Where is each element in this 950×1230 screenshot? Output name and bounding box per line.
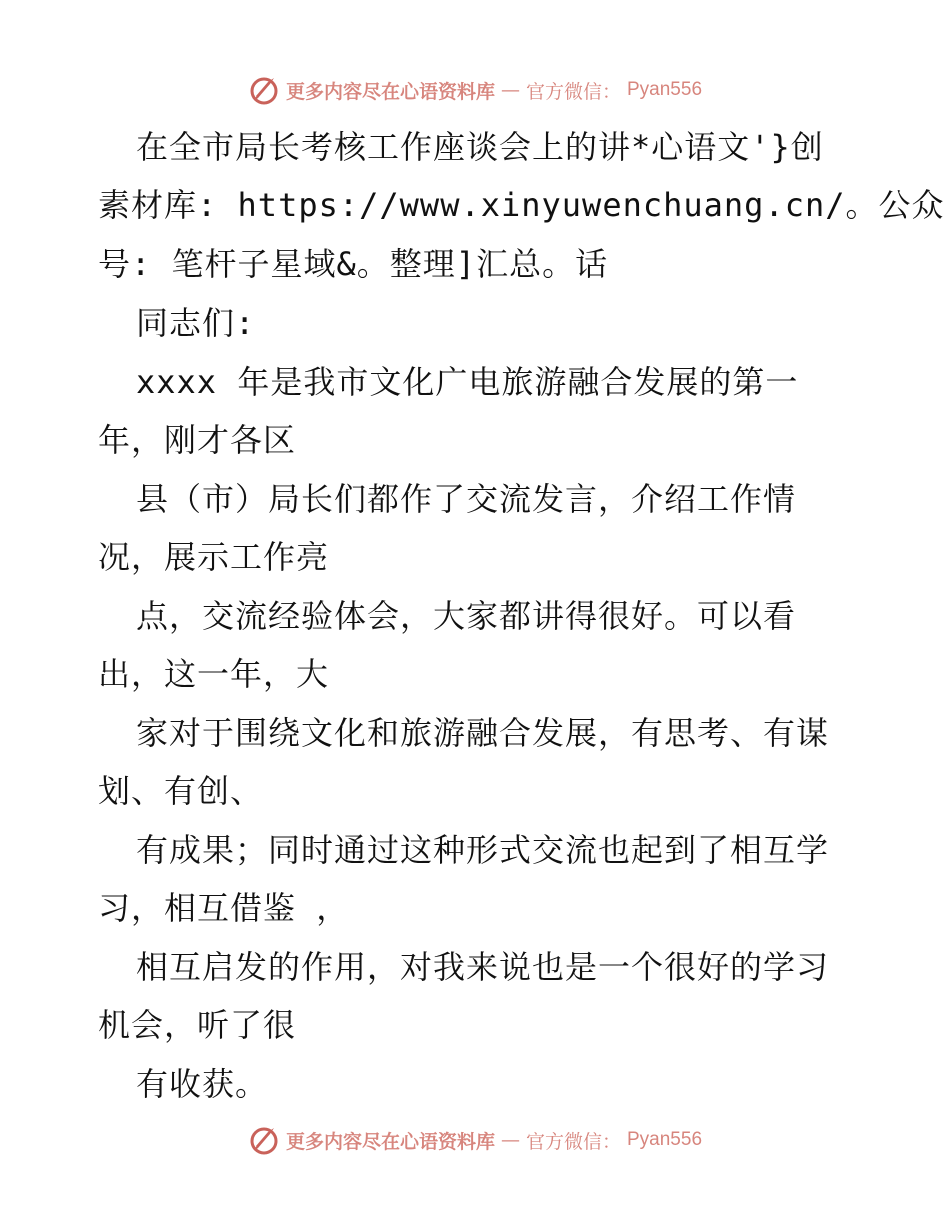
text-line: xxxx 年是我市文化广电旅游融合发展的第一	[136, 363, 799, 401]
banner-wechat-label: 官方微信：	[525, 80, 621, 103]
text-line: 有收获。	[136, 1065, 269, 1103]
text-line: 点，交流经验体会，大家都讲得很好。可以看	[136, 597, 797, 635]
text-line: 在全市局长考核工作座谈会上的讲*心语文'}创	[136, 128, 824, 166]
footer-banner-content	[248, 1124, 702, 1156]
text-line: 同志们:	[136, 304, 256, 342]
text-line: 素材库: https://www.xinyuwenchuang.cn/。公众	[98, 186, 945, 224]
text-line: 家对于围绕文化和旅游融合发展，有思考、有谋	[136, 714, 830, 752]
quill-logo-icon	[248, 1124, 280, 1156]
text-line: 县（市）局长们都作了交流发言，介绍工作情	[136, 480, 797, 518]
text-line: 机会，听了很	[98, 1006, 297, 1044]
banner-site-name: 更多内容尽在心语资料库	[285, 80, 495, 103]
text-line: 有成果；同时通过这种形式交流也起到了相互学	[136, 831, 830, 869]
text-line: 年，刚才各区	[98, 421, 297, 459]
footer-banner	[0, 1120, 950, 1160]
banner-dash: —	[500, 1129, 520, 1151]
text-line: 习，相互借鉴 ，	[98, 889, 350, 927]
text-line: 号: 笔杆子星域&。整理]汇总。话	[98, 245, 609, 283]
banner-wechat-id: Pyan556	[627, 1129, 703, 1150]
text-line: 出，这一年，大	[98, 655, 330, 693]
text-line: 划、有创、	[98, 772, 264, 810]
banner-site-name: 更多内容尽在心语资料库	[285, 1130, 495, 1153]
banner-wechat-label: 官方微信：	[525, 1130, 621, 1153]
text-line: 况，展示工作亮	[98, 538, 330, 576]
text-line: 相互启发的作用，对我来说也是一个很好的学习	[136, 948, 830, 986]
banner-wechat-id: Pyan556	[627, 79, 703, 100]
banner-dash: —	[500, 79, 520, 101]
